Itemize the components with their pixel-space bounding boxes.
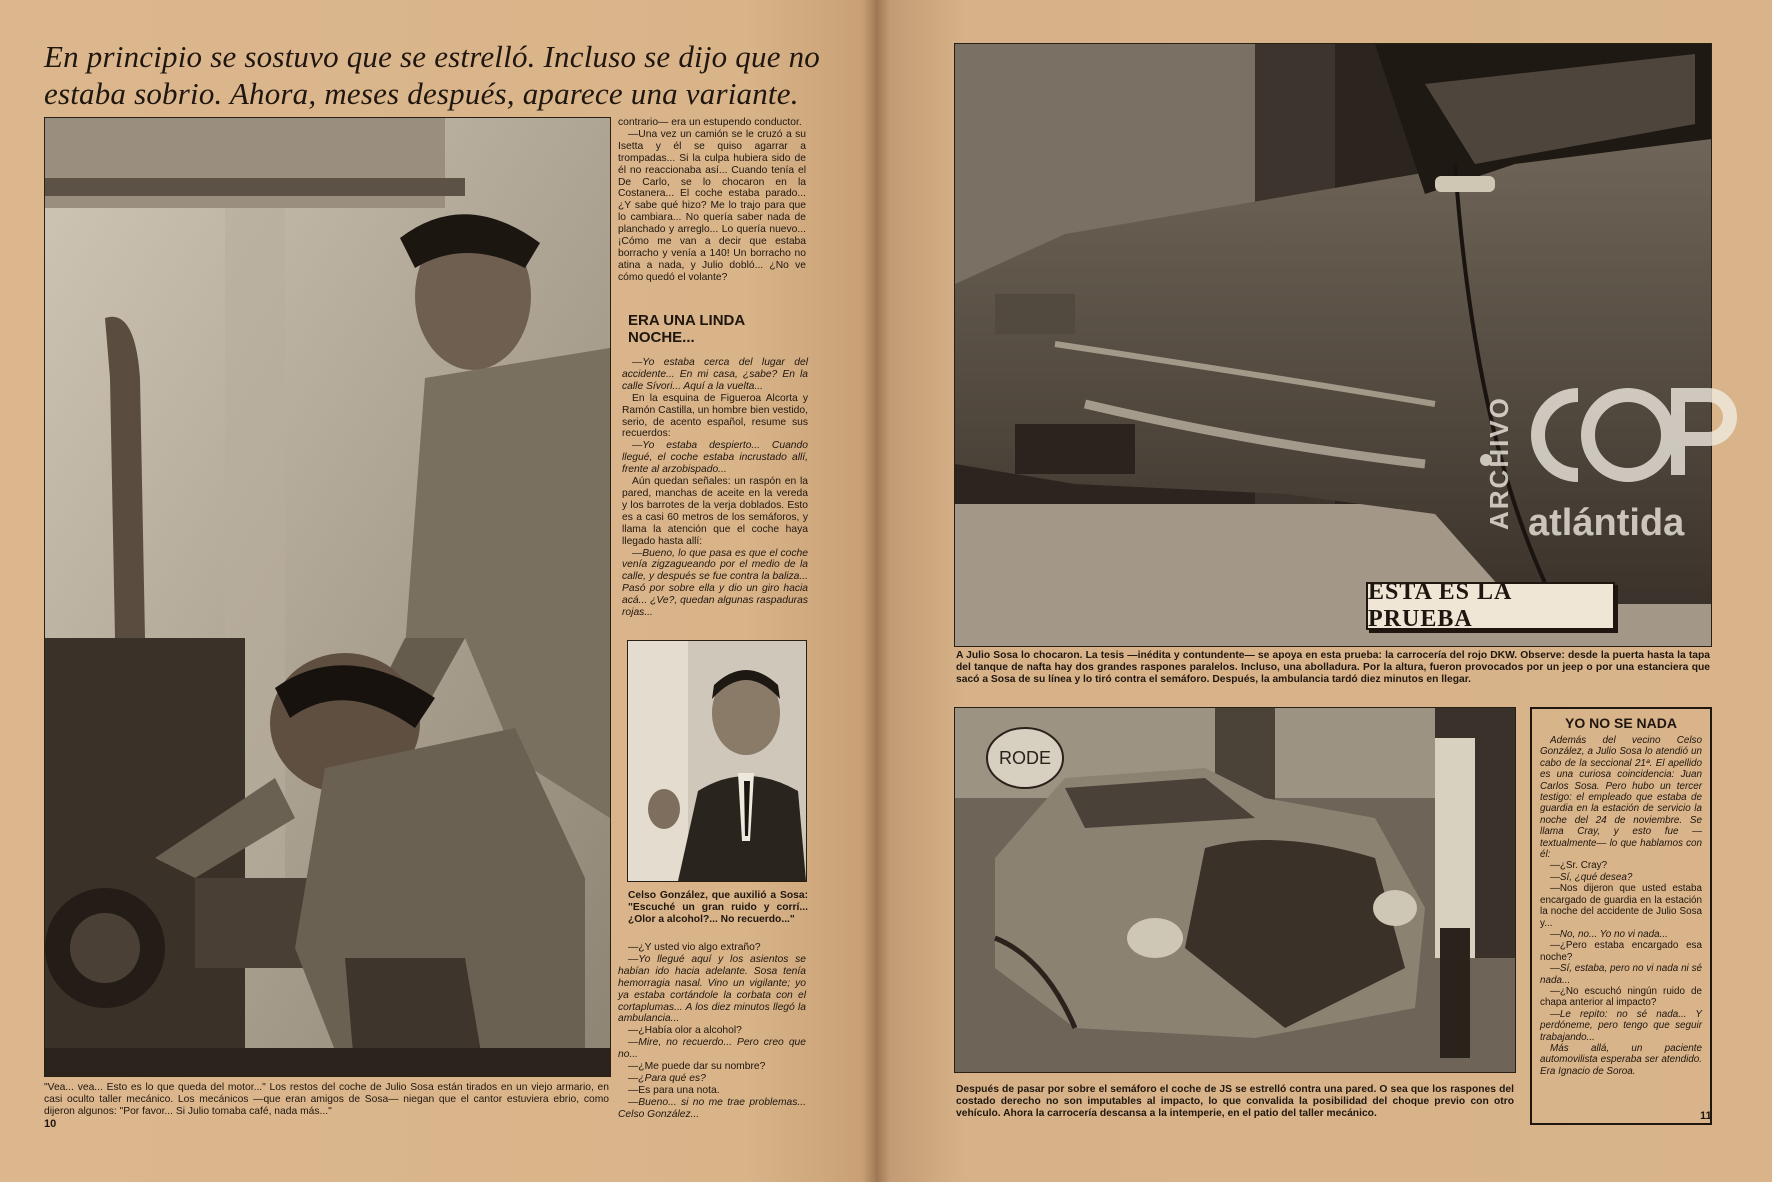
paragraph: —Una vez un camión se le cruzó a su Isetta y él se quiso agarrar a trompadas... Si la culpa hubiera sido de él no reaccionaba así... Cuando tenía el De Carlo, se lo chocaron en la Costanera... El coche estaba parado... ¿Y sabe qué hizo? Me lo trajo para que lo cambiara... No quería saber nada de planchado y arreglo... Lo quería nuevo... ¡Cómo me van a decir que estaba borracho y venía a 140! Un borracho no atina a nada, y Julio dobló... ¿No ve cómo quedó el volante? [618,128,806,283]
archivo-atlantida-watermark [1468,375,1748,550]
paragraph: —¿Para qué es? [628,1072,706,1084]
sign-text: RODE [998,748,1052,768]
paragraph: —Bueno... si no me trae problemas... Celso González... [618,1096,806,1120]
paragraph: —Mire, no recuerdo... Pero creo que no... [618,1037,806,1061]
mechanics-photo [44,117,611,1077]
gutter [862,0,890,1182]
headline: En principio se sostuvo que se estrelló. Incluso se dijo que no estaba sobrio. Ahora, meses después, aparece una variante. [44,39,821,111]
paragraph: —¿Y usted vio algo extraño? [628,942,761,953]
page-number-left: 10 [44,1118,57,1130]
article-column-3 [618,942,806,1121]
paragraph: —Sí, estaba, pero no vi nada ni sé nada... [1540,963,1702,986]
top-caption: A Julio Sosa lo chocaron. La tesis —inédita y contundente— se apoya en esta prueba: la carrocería del rojo DKW. Observe: desde la puerta hasta la tapa del tanque de nafta hay dos grandes raspones paralelos. Incluso, una abolladura. Por la altura, fueron provocados por un jeep o por una estanciera que sacó a Sosa de su línea y lo tiró contra el semáforo. Después, la ambulancia tardó diez minutos en llegar. [956,650,1710,685]
paragraph: —Le repito: no sé nada... Y perdóneme, pero tengo que seguir trabajando... [1540,1008,1702,1043]
paragraph: —Bueno, lo que pasa es que el coche venía zigzagueando por el medio de la calle, y después se fue contra la baliza... Pasó por sobre ella y dio un giro hacia acá... ¿Ve?, quedan algunas raspaduras rojas... [622,547,808,619]
portrait-caption: Celso González, que auxilió a Sosa: "Escuché un gran ruido y corrí... ¿Olor a alcohol?... No recuerdo..." [628,890,808,925]
watermark-letter-p [1678,395,1730,475]
article-column-1 [618,117,806,284]
paragraph: —¿Pero estaba encargado esa noche? [1540,940,1702,963]
paragraph: —Yo estaba despierto... Cuando llegué, el coche estaba incrustado allí, frente al arzobispado... [622,440,808,476]
paragraph: —¿No escuchó ningún ruido de chapa anterior al impacto? [1540,985,1702,1009]
wrecked-car-photo [954,707,1516,1073]
main-caption: "Vea... vea... Esto es lo que queda del motor..." Los restos del coche de Julio Sosa están tirados en un viejo armario, en casi oculto taller mecánico. Los mecánicos —que eran amigos de Sosa— niegan que el cantor estuviera ebrio, como dijeron algunos: "Por favor... Si Julio tomaba café, nada más..." [44,1082,609,1117]
paragraph: —No, no... Yo no vi nada... [1550,928,1668,940]
paragraph: —¿Había olor a alcohol? [628,1025,742,1037]
celso-gonzalez-portrait [627,640,807,882]
proof-label: ESTA ES LA PRUEBA [1366,582,1615,630]
paragraph: —Yo llegué aquí y los asientos se habían ido hacia adelante. Sosa tenía hemorragia nasal. Vino un vigilante; yo ya estaba cortándole la corbata con el cortaplumas... A los diez minutos llegó la ambulancia... [618,953,806,1025]
sidebar-text [1540,735,1702,1077]
paragraph: Aún quedan señales: un raspón en la pared, manchas de aceite en la vereda y los barrotes de la verja doblados. Esto es a casi 60 metros de los semáforos, y llama la atención que el coche haya llegado hasta allí: [622,476,808,547]
paragraph: Más allá, un paciente automovilista esperaba ser atendido. Era Ignacio de Soroa. [1540,1042,1702,1077]
page-number-right: 11 [1700,1110,1712,1122]
paragraph: En la esquina de Figueroa Alcorta y Ramón Castilla, un hombre bien vestido, serio, de acento español, resume sus recuerdos: [622,392,808,440]
paragraph: —¿Sr. Cray? [1550,860,1608,872]
car-side-photo [954,43,1712,647]
paragraph: —Sí, ¿qué desea? [1550,871,1633,883]
paragraph: Además del vecino Celso González, a Julio Sosa lo atendió un cabo de la seccional 21ª. El apellido es una curiosa coincidencia: Juan Carlos Sosa. Pero hubo un tercer testigo: el empleado que estaba de guardia en la estación de servicio la noche del 24 de noviembre. Se llama Cray, y esto fue —textualmente— lo que hablamos con él: [1540,735,1702,861]
subhead: ERA UNA LINDA NOCHE... [628,312,745,346]
paragraph: —Es para una nota. [628,1084,720,1096]
paragraph: contrario— era un estupendo conductor. [618,117,802,128]
watermark-letter-c [1538,395,1578,475]
watermark-letter-o [1588,395,1668,475]
paragraph: —Yo estaba cerca del lugar del accidente... En mi casa, ¿sabe? En la calle Sívori... Aquí a la vuelta... [622,357,808,392]
bottom-caption: Después de pasar por sobre el semáforo el coche de JS se estrelló contra una pared. O sea que los raspones del costado derecho no son imputables al impacto, lo que convalida la posibilidad del choque previo con otro vehículo. Ahora la carrocería descansa a la intemperie, en el patio del taller mecánico. [956,1084,1514,1119]
sidebar-box [1530,707,1712,1125]
watermark-archivo: ARCHIVO [1484,396,1514,530]
article-column-2 [622,357,808,619]
paragraph: —Nos dijeron que usted estaba encargado de guardia en la estación la noche del accidente de Julio Sosa y... [1540,883,1702,929]
watermark-atlantida: atlántida [1528,502,1685,544]
paragraph: —¿Me puede dar su nombre? [628,1061,766,1073]
sidebar-title: YO NO SE NADA [1564,715,1677,731]
